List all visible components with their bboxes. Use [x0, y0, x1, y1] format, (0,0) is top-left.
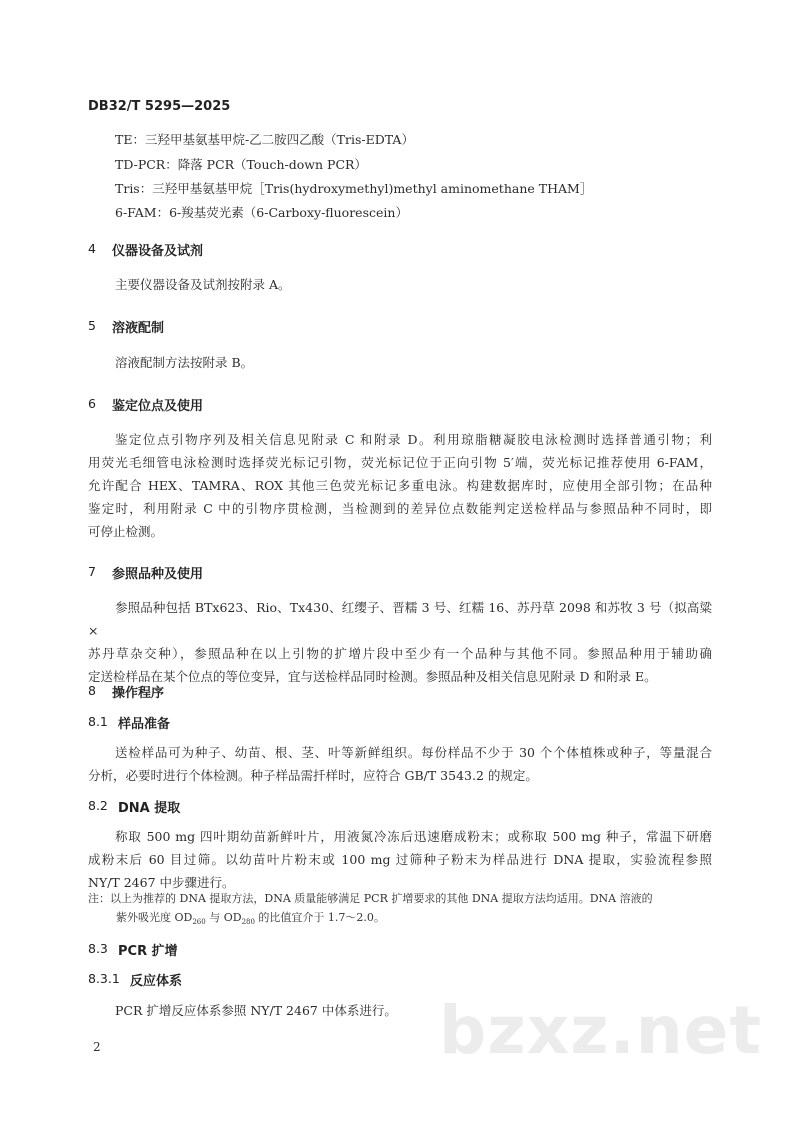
section-8-3-title: PCR 扩增: [118, 944, 178, 959]
section-4-body: 主要仪器设备及试剂按附录 A。: [115, 277, 291, 292]
section-8-1-number: 8.1: [88, 714, 108, 729]
section-5-title: 溶液配制: [112, 321, 165, 336]
section-7-title: 参照品种及使用: [112, 567, 204, 582]
note: 注：以上为推荐的 DNA 提取方法，DNA 质量能够满足 PCR 扩增要求的其他 DNA 提取方法均适用。DNA 溶液的 紫外吸光度 $OD_{260}$ 与 $OD_{280}$ 的比值宜介于 1.7～2.0。: [88, 892, 653, 927]
section-4-number: 4: [88, 241, 96, 256]
section-6-paragraph: 鉴定位点引物序列及相关信息见附录 C 和附录 D。利用琼脂糖凝胶电泳检测时选择普通引物；利 用荧光毛细管电泳检测时选择荧光标记引物，荧光标记位于正向引物 5′端，荧光标记推荐使用 6-FAM， 允许配合 HEX、TAMRA、ROX 其他三色荧光标记多重电泳。构建数据库时，应使用全部引物；在品种 鉴定时，利用附录 C 中的引物序贯检测，当检测到的差异位点数能判定送检样品与参照品种不同时，即 可停止检测。: [88, 432, 712, 539]
page-number: 2: [93, 1040, 101, 1054]
section-8-1-title: 样品准备: [118, 717, 171, 732]
section-6-number: 6: [88, 396, 96, 411]
section-8-title: 操作程序: [112, 686, 165, 701]
section-8-1-paragraph: 送检样品可为种子、幼苗、根、茎、叶等新鲜组织。每份样品不少于 30 个个体植株或种子，等量混合 分析，必要时进行个体检测。种子样品需扦样时，应符合 GB/T 3543.2 的规定。: [88, 745, 712, 783]
document-code: DB32/T 5295—2025: [88, 99, 231, 114]
section-7-number: 7: [88, 564, 96, 579]
section-6-title: 鉴定位点及使用: [112, 399, 204, 414]
section-8-3-number: 8.3: [88, 941, 108, 956]
section-4-title: 仪器设备及试剂: [112, 244, 204, 259]
section-8-2-paragraph: 称取 500 mg 四叶期幼苗新鲜叶片，用液氮冷冻后迅速磨成粉末；或称取 500 mg 种子，常温下研磨 成粉末后 60 目过筛。以幼苗叶片粉末或 100 mg 过筛种子粉末为样品进行 DNA 提取，实验流程参照 NY/T 2467 中步骤进行。: [88, 829, 712, 890]
section-8-2-number: 8.2: [88, 798, 108, 813]
section-5-number: 5: [88, 318, 96, 333]
abbreviation-6-fam: 6-FAM：6-羧基荧光素（6-Carboxy-fluorescein）: [115, 205, 408, 220]
section-8-3-1-title: 反应体系: [130, 974, 183, 989]
watermark: bzxz.net: [438, 992, 762, 1069]
section-7-paragraph: 参照品种包括 BTx623、Rio、Tx430、红缨子、晋糯 3 号、红糯 16、苏丹草 2098 和苏牧 3 号（拟高粱× 苏丹草杂交种），参照品种在以上引物的扩增片段中至少有一个品种与其他不同。参照品种用于辅助确 定送检样品在某个位点的等位变异，宜与送检样品同时检测。参照品种及相关信息见附录 D 和附录 E。: [88, 600, 712, 684]
section-8-2-title: DNA 提取: [118, 801, 181, 816]
abbreviation-tris: Tris：三羟甲基氨基甲烷［Tris(hydroxymethyl)methyl aminomethane THAM］: [115, 181, 593, 196]
section-8-number: 8: [88, 683, 96, 698]
abbreviation-td-pcr: TD-PCR：降落 PCR（Touch-down PCR）: [115, 157, 367, 172]
section-5-body: 溶液配制方法按附录 B。: [115, 355, 254, 370]
section-8-3-1-number: 8.3.1: [88, 971, 120, 986]
abbreviation-te: TE：三羟甲基氨基甲烷-乙二胺四乙酸（Tris-EDTA）: [115, 132, 414, 147]
section-8-3-1-body: PCR 扩增反应体系参照 NY/T 2467 中体系进行。: [115, 1003, 397, 1018]
